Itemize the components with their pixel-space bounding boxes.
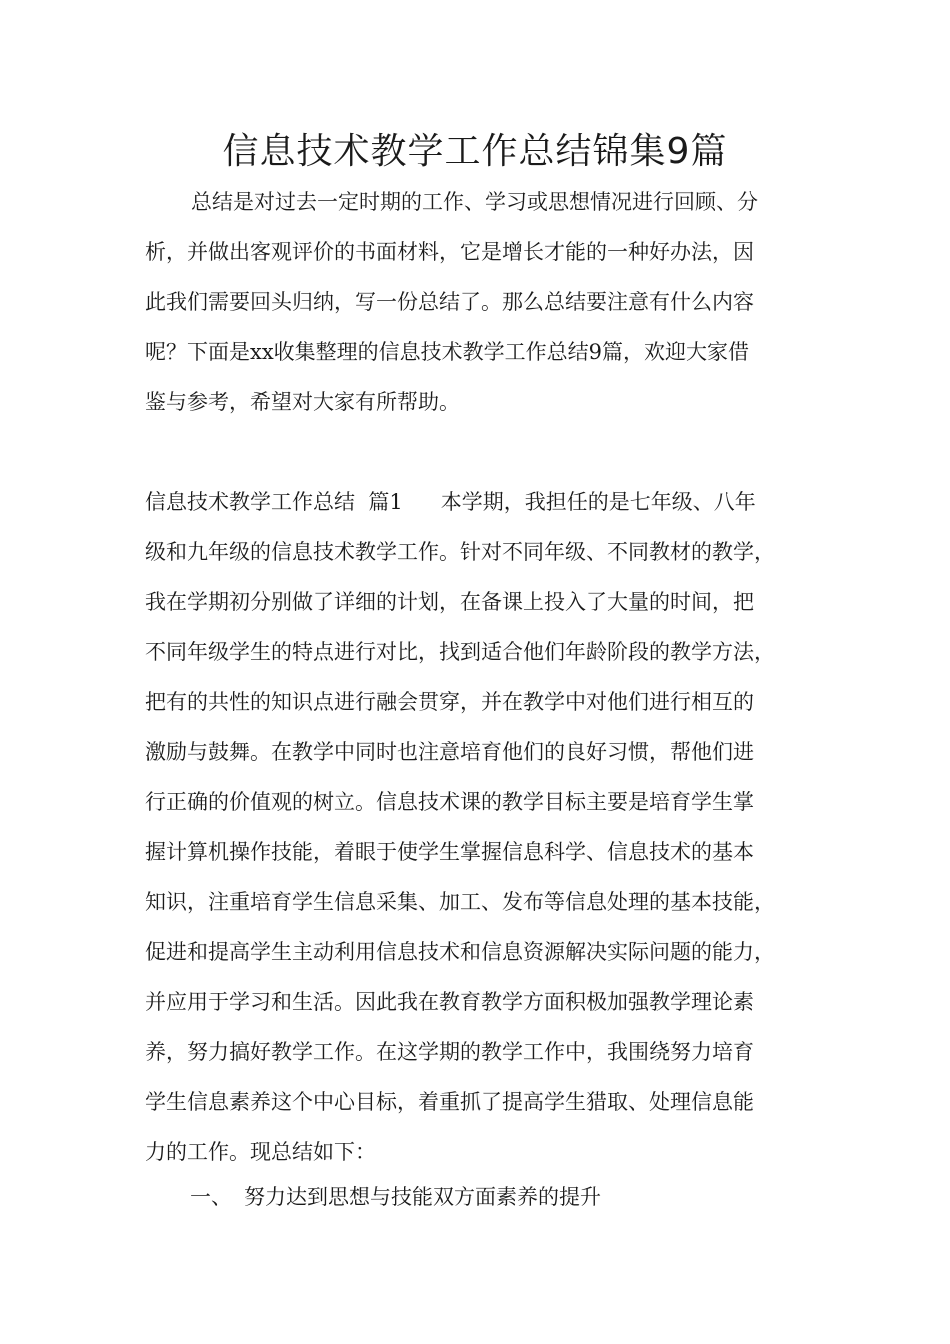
intro-paragraph [145, 177, 810, 427]
section-1-line: 学生信息素养这个中心目标，着重抓了提高学生猎取、处理信息能 [145, 1090, 754, 1114]
section-1-line: 握计算机操作技能，着眼于使学生掌握信息科学、信息技术的基本 [145, 840, 754, 864]
list-item-1 [190, 1172, 601, 1222]
intro-line: 析，并做出客观评价的书面材料，它是增长才能的一种好办法，因 [145, 240, 754, 264]
section-1-line: 激励与鼓舞。在教学中同时也注意培育他们的良好习惯，帮他们进 [145, 740, 754, 764]
section-1-line: 把有的共性的知识点进行融会贯穿，并在教学中对他们进行相互的 [145, 690, 754, 714]
section-1-line: 知识，注重培育学生信息采集、加工、发布等信息处理的基本技能， [145, 890, 775, 914]
document-title: 信息技术教学工作总结锦集9篇 [222, 131, 728, 172]
list-item-number: 一、 [190, 1185, 232, 1209]
intro-line [145, 177, 810, 227]
section-1-line: 级和九年级的信息技术教学工作。针对不同年级、不同教材的教学， [145, 540, 775, 564]
section-1-first-line [145, 477, 810, 527]
list-item-text: 努力达到思想与技能双方面素养的提升 [244, 1185, 601, 1209]
section-1-line: 并应用于学习和生活。因此我在教育教学方面积极加强教学理论素 [145, 990, 754, 1014]
section-1-line: 行正确的价值观的树立。信息技术课的教学目标主要是培育学生掌 [145, 790, 754, 814]
intro-line: 此我们需要回头归纳，写一份总结了。那么总结要注意有什么内容 [145, 290, 754, 314]
intro-line: 鉴与参考，希望对大家有所帮助。 [145, 390, 460, 414]
section-1-line: 我在学期初分别做了详细的计划，在备课上投入了大量的时间，把 [145, 590, 754, 614]
section-1-line: 不同年级学生的特点进行对比，找到适合他们年龄阶段的教学方法， [145, 640, 775, 664]
intro-line-text: 总结是对过去一定时期的工作、学习或思想情况进行回顾、分 [191, 190, 758, 214]
section-1-line: 促进和提高学生主动利用信息技术和信息资源解决实际问题的能力， [145, 940, 775, 964]
section-1-line: 养，努力搞好教学工作。在这学期的教学工作中，我围绕努力培育 [145, 1040, 754, 1064]
section-1-paragraph [145, 477, 810, 1177]
intro-line: 呢？下面是xx收集整理的信息技术教学工作总结9篇，欢迎大家借 [145, 340, 750, 364]
section-1-first-line-text: 本学期，我担任的是七年级、八年 [440, 490, 756, 514]
section-1-heading: 信息技术教学工作总结 篇1 [145, 490, 403, 514]
section-1-line: 力的工作。现总结如下： [145, 1140, 376, 1164]
